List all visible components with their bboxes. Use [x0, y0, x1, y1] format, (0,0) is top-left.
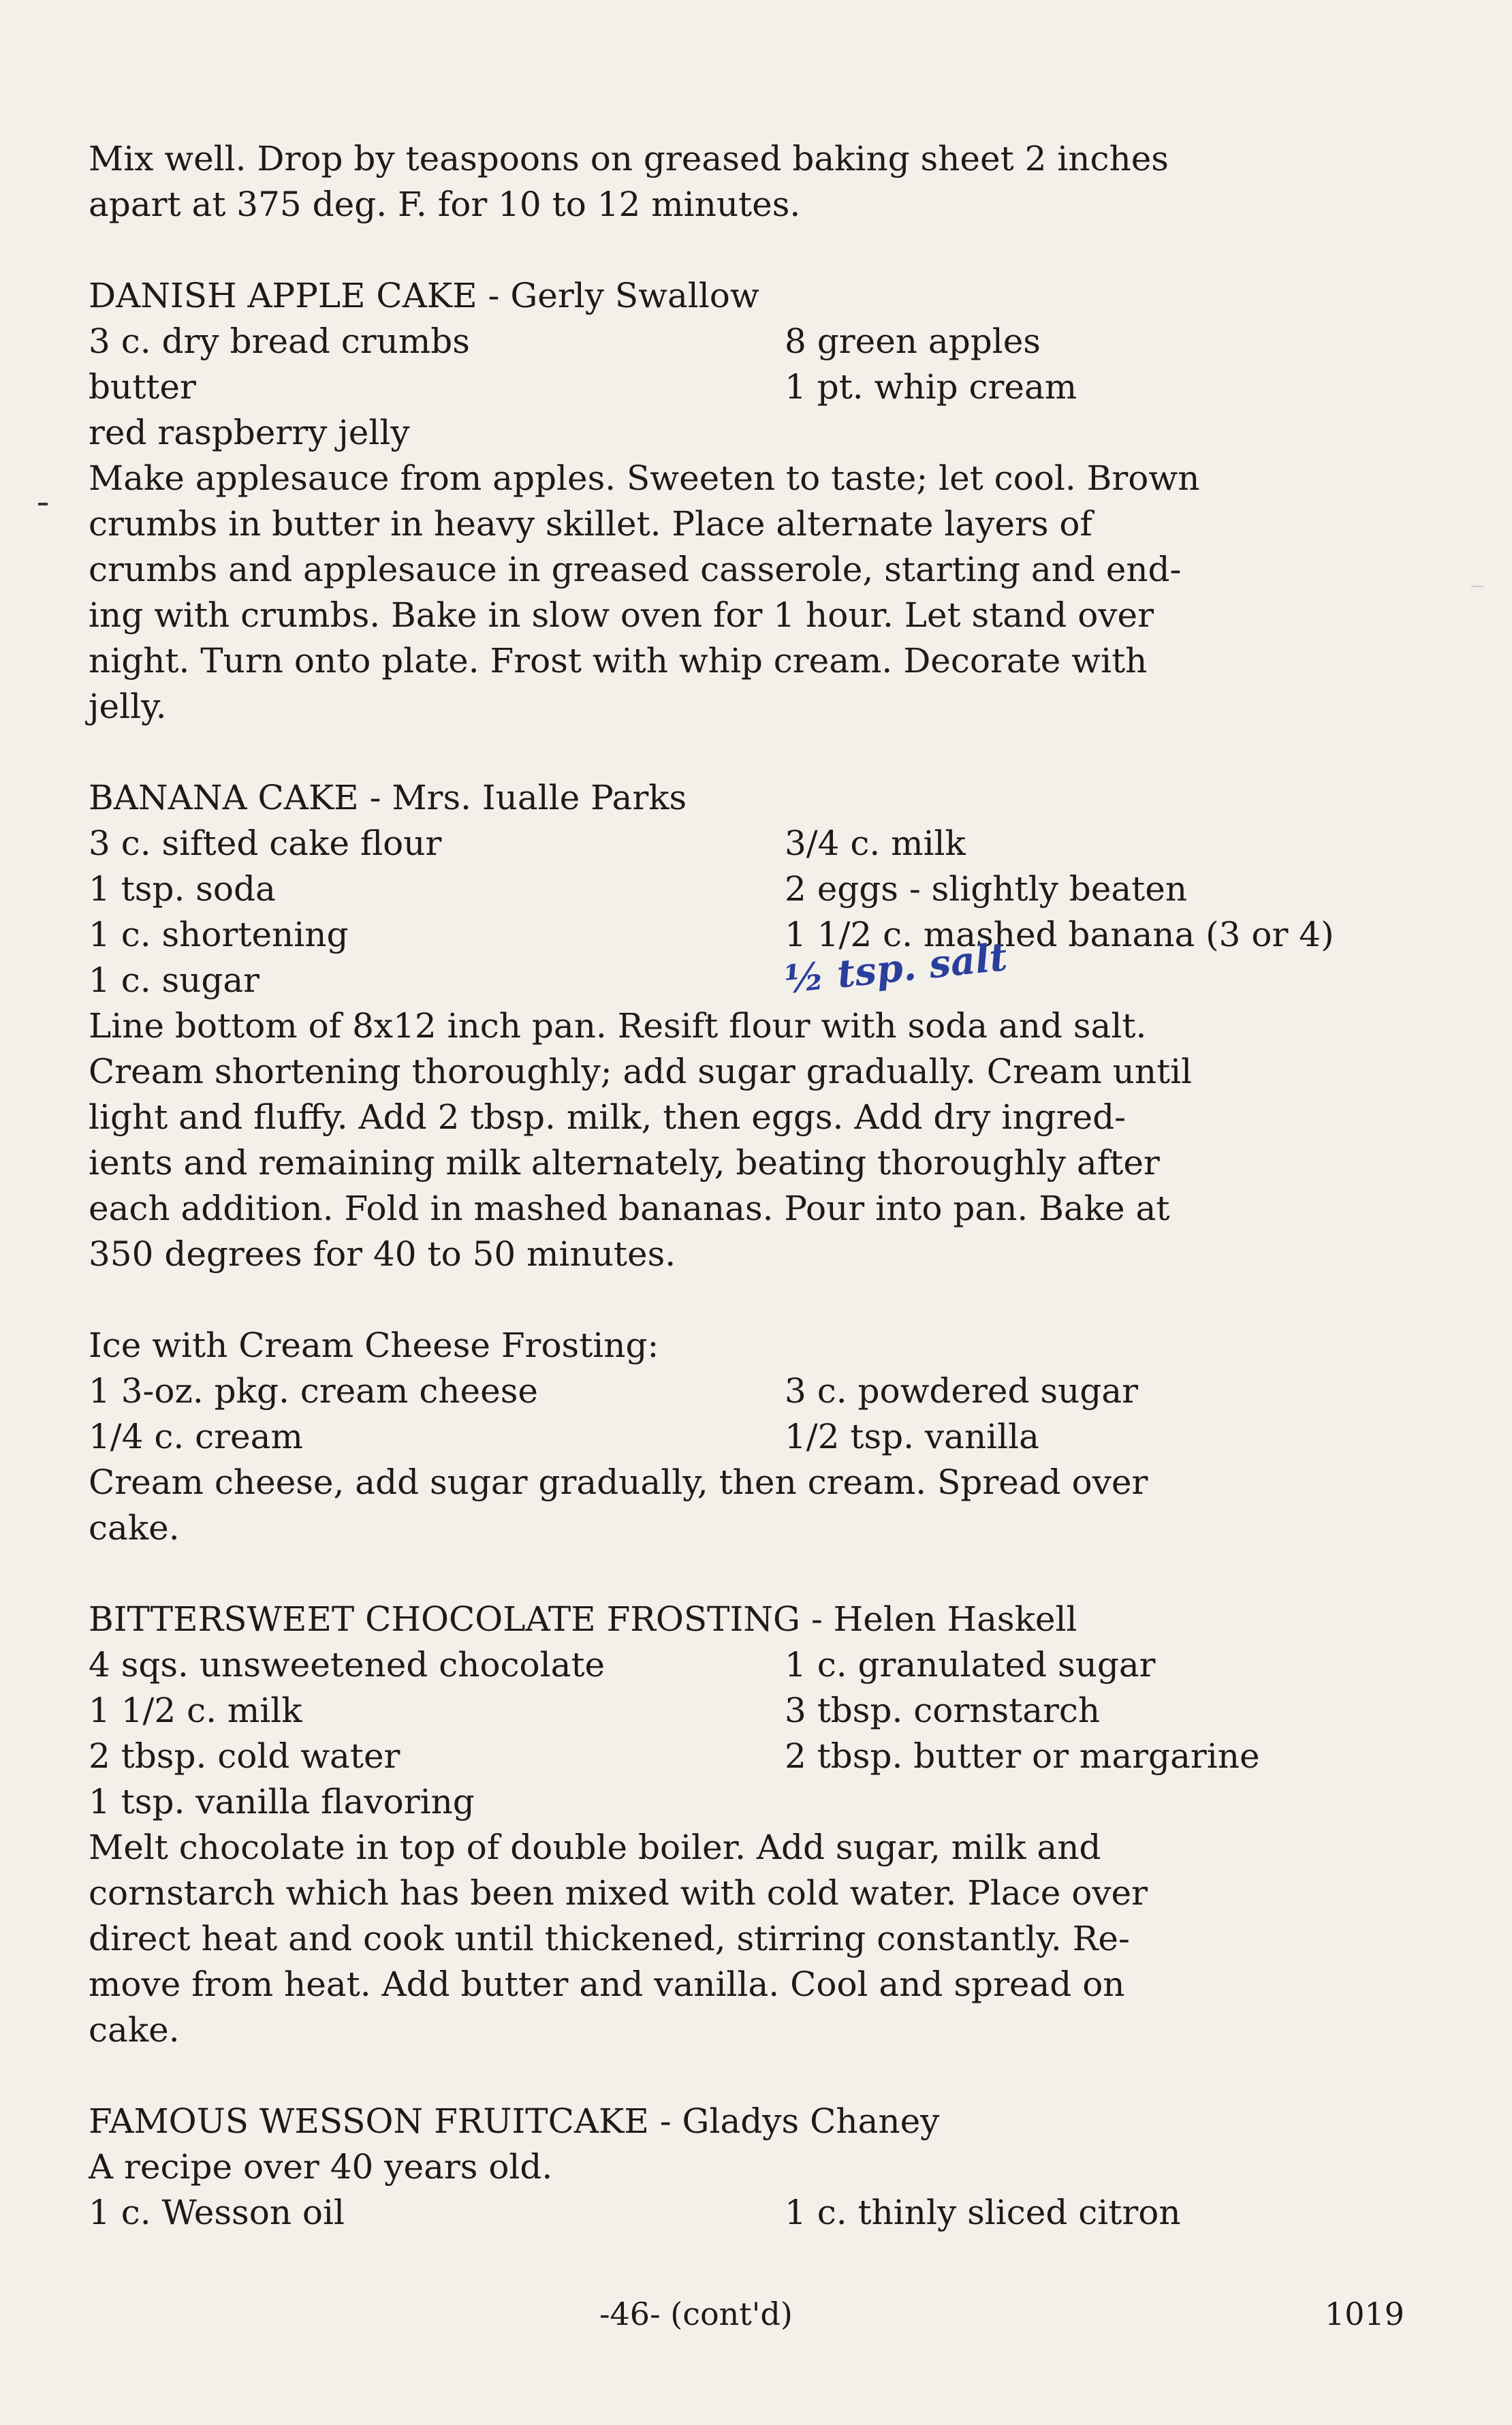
line-text: Make applesauce from apples. Sweeten to taste; let cool. Brown: [89, 458, 1200, 498]
ingredient-right-column: 3/4 c. milk: [785, 824, 966, 863]
text-line: [89, 1825, 1444, 1871]
text-line: [89, 136, 1444, 182]
text-line: [89, 1734, 1444, 1779]
text-line: [89, 1505, 1444, 1551]
text-line: [89, 1049, 1444, 1095]
text-line: [89, 1962, 1444, 2007]
text-line: [89, 1232, 1444, 1277]
line-text: ients and remaining milk alternately, beating thoroughly after: [89, 1143, 1160, 1183]
line-text: 350 degrees for 40 to 50 minutes.: [89, 1234, 676, 1274]
line-text: ing with crumbs. Bake in slow oven for 1 hour. Let stand over: [89, 595, 1154, 635]
text-line: [89, 1323, 1444, 1368]
line-text: 1 1/2 c. milk: [89, 1691, 302, 1730]
text-line: [89, 821, 1444, 866]
paragraph-gap: [89, 1551, 1444, 1597]
line-text: 1/4 c. cream: [89, 1417, 303, 1456]
line-text: Cream shortening thoroughly; add sugar gradually. Cream until: [89, 1052, 1193, 1091]
text-line: [89, 364, 1444, 410]
text-line: [89, 547, 1444, 593]
ingredient-right-column: 3 tbsp. cornstarch: [785, 1691, 1101, 1730]
text-line: [89, 1095, 1444, 1140]
text-line: [89, 1871, 1444, 1916]
text-line: [89, 273, 1444, 319]
text-line: [89, 1460, 1444, 1505]
paragraph-gap: [89, 1277, 1444, 1323]
line-text: 1 c. Wesson oil: [89, 2193, 345, 2232]
line-text: cornstarch which has been mixed with cold water. Place over: [89, 1873, 1148, 1913]
line-text: FAMOUS WESSON FRUITCAKE - Gladys Chaney: [89, 2101, 940, 2141]
paragraph-gap: [89, 730, 1444, 775]
ingredient-right-column: 1 pt. whip cream: [785, 367, 1077, 407]
line-text: red raspberry jelly: [89, 413, 410, 452]
line-text: 1 tsp. soda: [89, 869, 276, 909]
line-text: 3 c. sifted cake flour: [89, 824, 442, 863]
text-line: [89, 775, 1444, 821]
text-line: [89, 2099, 1444, 2144]
line-text: Melt chocolate in top of double boiler. Add sugar, milk and: [89, 1828, 1101, 1867]
ingredient-right-column: 1 c. granulated sugar: [785, 1645, 1156, 1685]
text-line: [89, 2190, 1444, 2236]
line-text: Cream cheese, add sugar gradually, then cream. Spread over: [89, 1462, 1148, 1502]
paragraph-gap: [89, 2053, 1444, 2099]
line-text: Mix well. Drop by teaspoons on greased baking sheet 2 inches: [89, 139, 1169, 178]
text-line: [89, 2007, 1444, 2053]
line-text: Ice with Cream Cheese Frosting:: [89, 1326, 659, 1365]
line-text: apart at 375 deg. F. for 10 to 12 minutes.: [89, 185, 801, 224]
line-text: 3 c. dry bread crumbs: [89, 322, 470, 361]
text-line: [89, 638, 1444, 684]
page-label: -46- (cont'd): [599, 2296, 793, 2332]
line-text: BANANA CAKE - Mrs. Iualle Parks: [89, 778, 687, 817]
text-line: [89, 1779, 1444, 1825]
line-text: cake.: [89, 1508, 180, 1548]
line-text: jelly.: [89, 687, 167, 726]
line-text: A recipe over 40 years old.: [89, 2147, 553, 2187]
text-line: [89, 2144, 1444, 2190]
line-text: DANISH APPLE CAKE - Gerly Swallow: [89, 276, 759, 315]
text-line: [89, 456, 1444, 501]
handwritten-note: ½ tsp. salt: [782, 934, 1010, 1003]
line-text: 1 c. sugar: [89, 960, 260, 1000]
line-text: 2 tbsp. cold water: [89, 1736, 400, 1776]
text-line: [89, 1186, 1444, 1232]
text-line: [89, 1140, 1444, 1186]
text-line: [89, 501, 1444, 547]
line-text: Line bottom of 8x12 inch pan. Resift flour with soda and salt.: [89, 1006, 1147, 1046]
text-line: [89, 1414, 1444, 1460]
text-line: [89, 410, 1444, 456]
text-line: [89, 1597, 1444, 1642]
line-text: direct heat and cook until thickened, stirring constantly. Re-: [89, 1919, 1130, 1958]
ingredient-right-column: 2 tbsp. butter or margarine: [785, 1736, 1260, 1776]
line-text: each addition. Fold in mashed bananas. Pour into pan. Bake at: [89, 1189, 1170, 1228]
ingredient-right-column: 1 1/2 c. mashed banana (3 or 4): [785, 915, 1334, 954]
recipe-text-block: [89, 136, 1444, 2236]
text-line: [89, 1642, 1444, 1688]
line-text: butter: [89, 367, 196, 407]
text-line: [89, 319, 1444, 364]
ingredient-right-column: 1/2 tsp. vanilla: [785, 1417, 1039, 1456]
line-text: 4 sqs. unsweetened chocolate: [89, 1645, 605, 1685]
line-text: crumbs and applesauce in greased casserole, starting and end-: [89, 550, 1182, 589]
text-line: [89, 1368, 1444, 1414]
text-line: [89, 912, 1444, 958]
margin-mark: [38, 503, 48, 505]
page-number: 1019: [1325, 2296, 1405, 2332]
line-text: cake.: [89, 2010, 180, 2050]
text-line: [89, 1688, 1444, 1734]
text-line: [89, 593, 1444, 638]
line-text: 1 c. shortening: [89, 915, 349, 954]
line-text: crumbs in butter in heavy skillet. Place alternate layers of: [89, 504, 1093, 544]
line-text: move from heat. Add butter and vanilla. Cool and spread on: [89, 1965, 1125, 2004]
margin-mark: [1471, 586, 1483, 587]
text-line: [89, 866, 1444, 912]
text-line: [89, 1916, 1444, 1962]
paragraph-gap: [89, 228, 1444, 273]
ingredient-right-column: 2 eggs - slightly beaten: [785, 869, 1188, 909]
ingredient-right-column: 3 c. powdered sugar: [785, 1371, 1138, 1411]
text-line: [89, 684, 1444, 730]
line-text: night. Turn onto plate. Frost with whip cream. Decorate with: [89, 641, 1148, 680]
line-text: light and fluffy. Add 2 tbsp. milk, then eggs. Add dry ingred-: [89, 1097, 1126, 1137]
text-line: [89, 1003, 1444, 1049]
line-text: 1 3-oz. pkg. cream cheese: [89, 1371, 538, 1411]
line-text: 1 tsp. vanilla flavoring: [89, 1782, 475, 1821]
line-text: BITTERSWEET CHOCOLATE FROSTING - Helen Haskell: [89, 1599, 1077, 1639]
text-line: [89, 182, 1444, 228]
ingredient-right-column: 8 green apples: [785, 322, 1041, 361]
ingredient-right-column: 1 c. thinly sliced citron: [785, 2193, 1181, 2232]
